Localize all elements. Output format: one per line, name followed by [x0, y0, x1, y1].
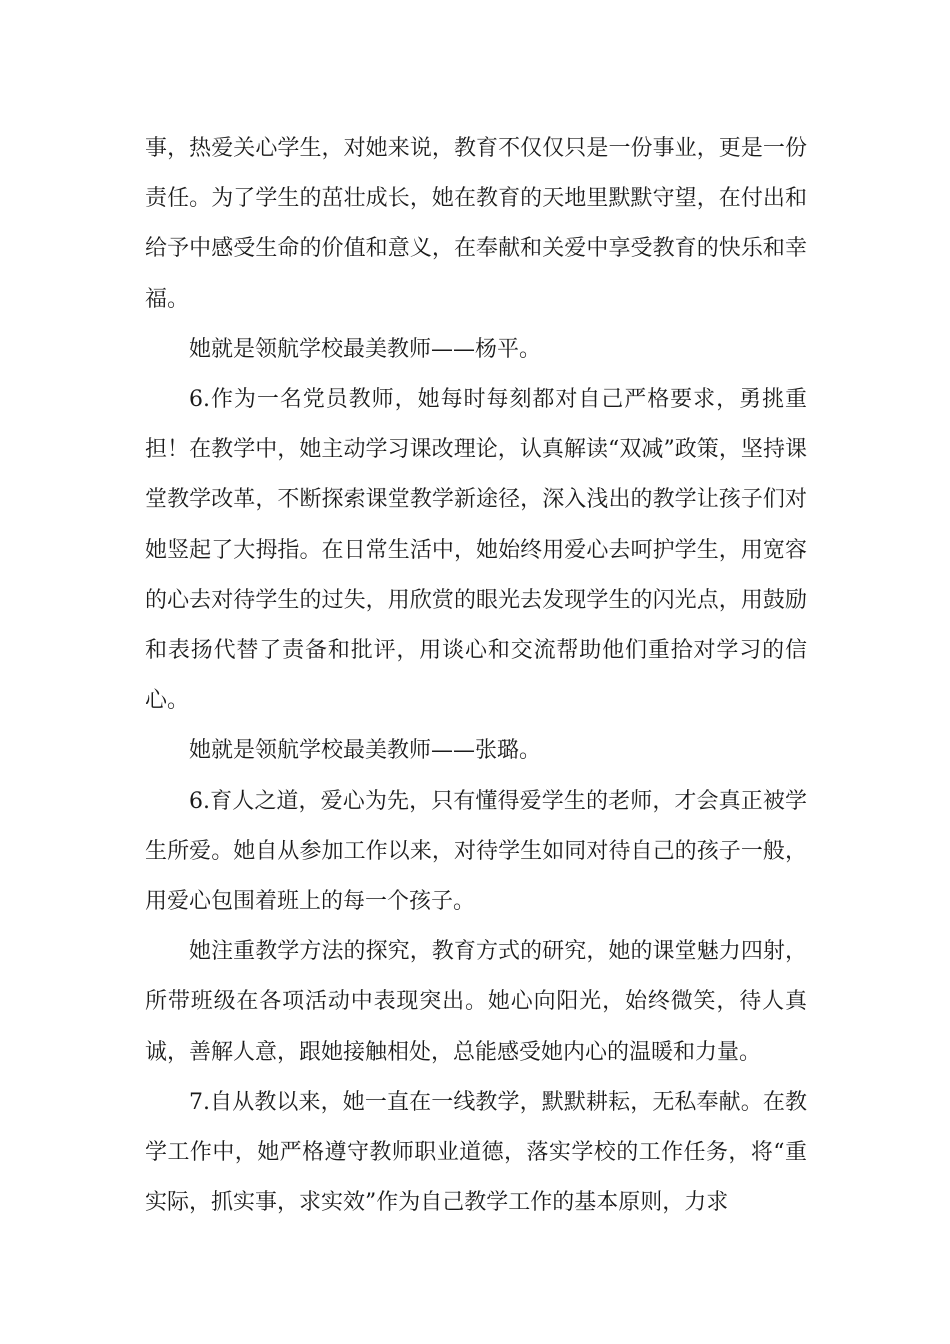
paragraph-6: 她注重教学方法的探究，教育方式的研究，她的课堂魅力四射，所带班级在各项活动中表现突出。她心向阳光，始终微笑，待人真诚，善解人意，跟她接触相处，总能感受她内心的温暖和力量。 [145, 939, 807, 1065]
paragraph-7: 7.自从教以来，她一直在一线教学，默默耕耘，无私奉献。在教学工作中，她严格遵守教师职业道德，落实学校的工作任务，将“重实际，抓实事，求实效”作为自己教学工作的基本原则，力求 [145, 1089, 807, 1216]
paragraph-2: 她就是领航学校最美教师——杨平。 [189, 336, 542, 362]
paragraph-1: 事，热爱关心学生，对她来说，教育不仅仅只是一份事业，更是一份责任。为了学生的茁壮成长，她在教育的天地里默默守望，在付出和给予中感受生命的价值和意义，在奉献和关爱中享受教育的快乐和幸福。 [145, 136, 807, 312]
paragraph-3: 6.作为一名党员教师，她每时每刻都对自己严格要求，勇挑重担！在教学中，她主动学习课改理论，认真解读“双减”政策，坚持课堂教学改革，不断探索课堂教学新途径，深入浅出的教学让孩子们对她竖起了大拇指。在日常生活中，她始终用爱心去呵护学生，用宽容的心去对待学生的过失，用欣赏的眼光去发现学生的闪光点，用鼓励和表扬代替了责备和批评，用谈心和交流帮助他们重拾对学习的信心。 [145, 387, 807, 714]
paragraph-4: 她就是领航学校最美教师——张璐。 [189, 738, 542, 764]
document-body [145, 124, 807, 1228]
paragraph-5: 6.育人之道，爱心为先，只有懂得爱学生的老师，才会真正被学生所爱。她自从参加工作以来，对待学生如同对待自己的孩子一般，用爱心包围着班上的每一个孩子。 [145, 788, 807, 915]
